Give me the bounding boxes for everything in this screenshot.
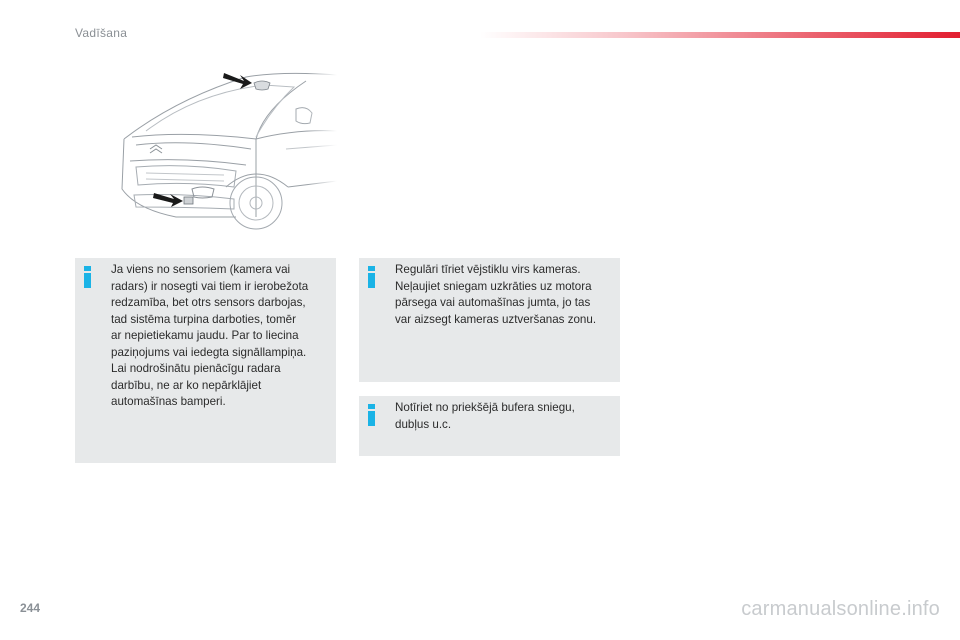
info-box-text: [395, 400, 610, 433]
text-line: dubļus u.c.: [395, 417, 452, 431]
info-box-windshield-cleaning: [359, 258, 620, 382]
text-line: pārsega vai automašīnas jumta, jo tas: [395, 296, 591, 309]
text-line: Regulāri tīriet vējstiklu virs kameras.: [395, 263, 581, 276]
info-box-sensor-coverage: [75, 258, 336, 463]
info-icon: [84, 266, 91, 288]
text-line: redzamība, bet otrs sensors darbojas,: [111, 296, 306, 309]
info-icon: [368, 266, 375, 288]
text-line: Neļaujiet sniegam uzkrāties uz motora: [395, 279, 592, 293]
camera-arrow-icon: [223, 73, 252, 89]
header-accent-bar: [480, 32, 960, 38]
info-icon: [368, 404, 375, 426]
text-line: radars) ir nosegti vai tiem ir ierobežota: [111, 279, 309, 293]
text-line: Lai nodrošinātu pienācīgu radara: [111, 362, 281, 375]
info-box-bumper-cleaning: [359, 396, 620, 456]
text-line: var aizsegt kameras uztveršanas zonu.: [395, 312, 597, 326]
info-box-text: [395, 262, 610, 328]
text-line: paziņojums vai iedegta signāllampiņa.: [111, 345, 307, 359]
info-box-text: [111, 262, 326, 411]
text-line: ar nepietiekamu jaudu. Par to liecina: [111, 329, 299, 342]
van-illustration: [106, 69, 337, 242]
watermark: carmanualsonline.info: [741, 598, 940, 620]
text-line: automašīnas bamperi.: [111, 395, 226, 408]
text-line: darbību, ne ar ko nepārklājiet: [111, 378, 262, 392]
section-title: Vadīšana: [75, 26, 128, 40]
text-line: Ja viens no sensoriem (kamera vai: [111, 263, 291, 276]
text-line: tad sistēma turpina darboties, tomēr: [111, 312, 296, 326]
text-line: Notīriet no priekšējā bufera sniegu,: [395, 401, 575, 414]
page-number: 244: [20, 601, 41, 615]
